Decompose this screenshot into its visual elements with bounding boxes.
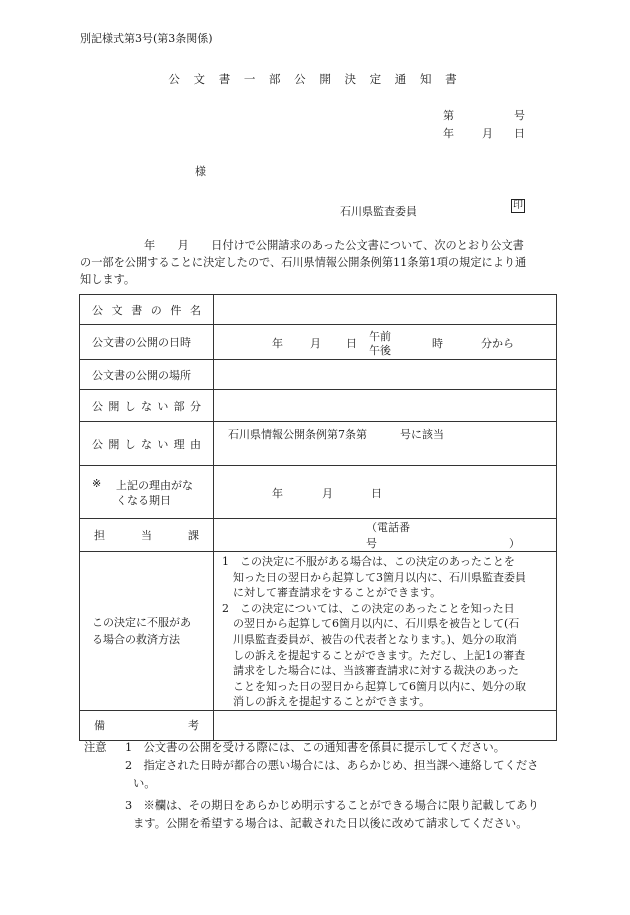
label-place: 公文書の公開の場所	[80, 360, 214, 390]
date-day-label: 日	[514, 127, 525, 140]
seal-mark: 印	[513, 200, 523, 211]
note-1: 1 公文書の公開を受ける際には、この通知書を係員に提示してください。	[125, 741, 505, 754]
recipient-honorific: 様	[195, 165, 206, 178]
field-document-name[interactable]	[214, 295, 557, 325]
issuer-name: 石川県監査委員	[340, 205, 417, 218]
row-remedy	[80, 552, 557, 711]
intro-line-3: 知します。	[80, 273, 136, 286]
label-reason: 公 開 し な い 理 由	[80, 422, 214, 466]
note-2: 2 指定された日時が都合の悪い場合には、あらかじめ、担当課へ連絡してくださ	[125, 759, 539, 772]
note-3-cont: ます。公開を希望する場合は、記載された日以後に改めて請求してください。	[133, 817, 528, 830]
remedy-text	[214, 552, 557, 711]
date-month-label: 月	[482, 127, 493, 140]
intro-line-1: 年 月 日付けで公開請求のあった公文書について、次のとおり公文書	[144, 239, 524, 252]
row-department	[80, 519, 557, 552]
remedy-line: 1 この決定に不服がある場合は、この決定のあったことを	[222, 555, 515, 568]
form-number-label: 別記様式第3号(第3条関係)	[80, 32, 213, 45]
field-expiry-date[interactable]: 年 月 日	[214, 466, 557, 519]
remedy-line: の翌日から起算して6箇月以内に、石川県を被告として(石	[222, 617, 520, 631]
label-nondisclosed-part: 公 開 し な い 部 分	[80, 390, 214, 422]
row-nondisclosed-part	[80, 390, 557, 422]
row-remarks	[80, 710, 557, 740]
field-reason[interactable]: 石川県情報公開条例第7条第 号に該当	[214, 422, 557, 466]
note-3: 3 ※欄は、その期日をあらかじめ明示することができる場合に限り記載してあり	[125, 799, 539, 812]
notice-table	[79, 294, 557, 741]
remedy-line: に対して審査請求をすることができます。	[222, 586, 442, 600]
remedy-line: 2 この決定については、この決定のあったことを知った日	[222, 601, 515, 615]
document-title: 公 文 書 一 部 公 開 決 定 通 知 書	[168, 72, 462, 86]
field-nondisclosed-part[interactable]	[214, 390, 557, 422]
label-document-name: 公 文 書 の 件 名	[80, 295, 214, 325]
remedy-line: 川県監査委員が、被告の代表者となります。)、処分の取消	[222, 632, 517, 646]
row-datetime	[80, 325, 557, 360]
row-expiry-date	[80, 466, 557, 519]
label-remarks: 備 考	[80, 710, 214, 740]
field-place[interactable]	[214, 360, 557, 390]
row-reason	[80, 422, 557, 466]
note-2-cont: い。	[133, 777, 156, 790]
number-suffix: 号	[514, 109, 525, 122]
number-prefix: 第	[443, 109, 454, 122]
intro-line-2: の一部を公開することに決定したので、石川県情報公開条例第11条第1項の規定により通	[80, 256, 527, 269]
date-year-label: 年	[443, 127, 454, 140]
intro-paragraph	[80, 237, 558, 288]
label-remedy: この決定に不服があ る場合の救済方法	[80, 552, 214, 711]
remedy-line: 知った日の翌日から起算して3箇月以内に、石川県監査委員	[222, 570, 526, 584]
remedy-line: 消しの訴えを提起することができます。	[222, 695, 431, 709]
field-remarks[interactable]	[214, 710, 557, 740]
label-expiry-date: ※ 上記の理由がな くなる期日	[80, 466, 214, 519]
remedy-line: しの訴えを提起することができます。ただし、上記1の審査	[222, 648, 526, 662]
remedy-line: ことを知った日の翌日から起算して6箇月以内に、処分の取	[222, 679, 526, 693]
label-department: 担 当 課	[80, 519, 214, 552]
field-datetime[interactable]: 年 月 日 午前 午後 時 分から	[214, 325, 557, 360]
notes-heading: 注意	[84, 741, 107, 754]
field-department[interactable]: （電話番号 ）	[214, 519, 557, 552]
row-place	[80, 360, 557, 390]
label-datetime: 公文書の公開の日時	[80, 325, 214, 360]
remedy-line: 請求をした場合には、当該審査請求に対する裁決のあった	[222, 664, 519, 678]
row-document-name	[80, 295, 557, 325]
